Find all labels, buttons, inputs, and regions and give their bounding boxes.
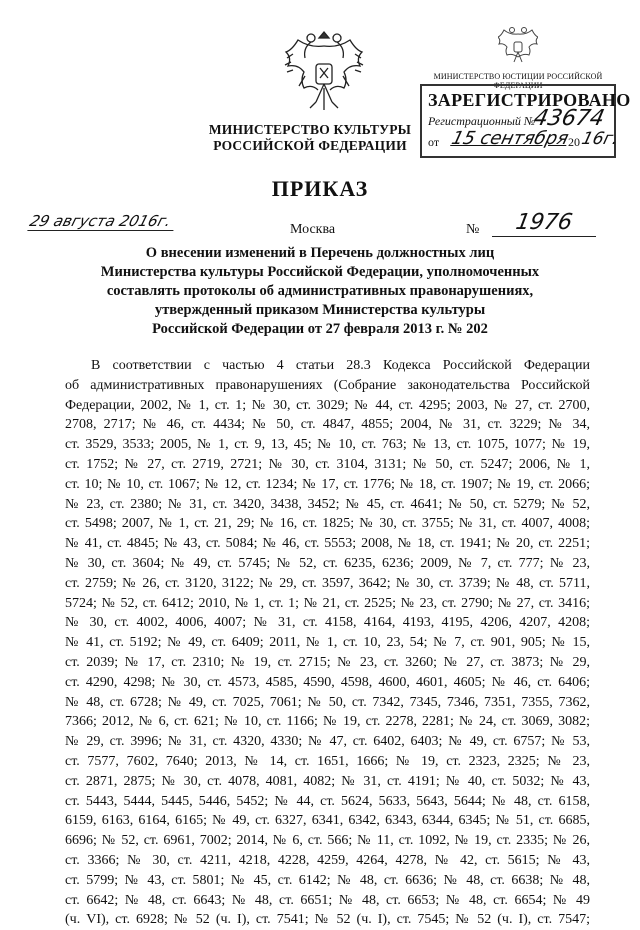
- body-line: ст. 2871, 2875; № 30, ст. 4078, 4081, 4082; № 31, ст. 4191; № 40, ст. 5032; № 43,: [65, 773, 590, 789]
- body-line: 5724; № 52, ст. 6412; 2010, № 1, ст. 1; № 21, ст. 2525; № 23, ст. 2790; № 27, ст. 3416;: [65, 595, 590, 611]
- body-line: ст. 3366; № 30, ст. 4211, 4218, 4228, 4259, 4264, 4278, № 42, ст. 5615; № 43,: [65, 852, 590, 868]
- heading-line: составлять протоколы об административных правонарушениях,: [106, 283, 534, 299]
- stamp-date-value: 15 сентября: [449, 128, 571, 149]
- body-line: В соответствии с частью 4 статьи 28.3 Кодекса Российской Федерации: [91, 358, 590, 373]
- stamp-date-label: от: [428, 135, 440, 149]
- stamp-box: [420, 84, 631, 158]
- stamp-registered-text: ЗАРЕГИСТРИРОВАНО: [428, 90, 631, 110]
- body-line: № 29, ст. 3996; № 31, ст. 4320, 4330; № 47, ст. 6402, 6403; № 49, ст. 6757; № 53,: [65, 734, 590, 750]
- body-line: ст. 2039; № 17, ст. 2310; № 19, ст. 2715; № 23, ст. 3260; № 27, ст. 3873; № 29,: [65, 654, 590, 670]
- stamp-year-suffix: 16г.: [579, 129, 621, 149]
- ministry-name: [200, 122, 420, 154]
- stamp-ministry-text: МИНИСТЕРСТВО ЮСТИЦИИ РОССИЙСКОЙ ФЕДЕРАЦИИ: [433, 72, 603, 90]
- body-line: 6159, 6163, 6164, 6165; № 49, ст. 6327, 6341, 6342, 6343, 6344, 6345; № 51, ст. 6685,: [65, 813, 590, 829]
- body-line: ст. 10; № 10, ст. 1067; № 12, ст. 1234; № 17, ст. 1776; № 18, ст. 1907; № 19, ст. 2066;: [65, 476, 590, 492]
- body-line: ст. 5799; № 43, ст. 5801; № 45, ст. 6142; № 48, ст. 6636; № 48, ст. 6638; № 48,: [65, 872, 590, 888]
- body-line: ст. 7577, 7602, 7640; 2013, № 14, ст. 1651, 1666; № 19, ст. 2323, 2325; № 23,: [65, 753, 590, 769]
- heading-line: утвержденный приказом Министерства культуры: [154, 302, 486, 318]
- body-line: (ч. VI), ст. 6928; № 52 (ч. I), ст. 7541; № 52 (ч. I), ст. 7545; № 52 (ч. I), ст. 7547;: [65, 912, 590, 928]
- body-line: 2708, 2717; № 46, ст. 4434; № 50, ст. 4847, 4855; 2004, № 31, ст. 3229; № 34,: [65, 417, 590, 433]
- stamp-emblem-icon: [498, 24, 538, 68]
- document-number: 1976: [513, 210, 575, 235]
- document-number-label: №: [466, 222, 480, 237]
- body-line: ст. 5498; 2007, № 1, ст. 21, 29; № 16, ст. 1825; № 30, ст. 3755; № 31, ст. 4007, 4008;: [65, 516, 590, 532]
- stamp-reg-number: 43674: [531, 106, 607, 131]
- body-line: ст. 3529, 3533; 2005, № 1, ст. 9, 13, 45; № 10, ст. 763; № 13, ст. 1075, 1077; № 19,: [65, 437, 590, 453]
- body-line: № 30, ст. 3604; № 49, ст. 5745; № 52, ст. 6235, 6236; 2009, № 7, ст. 777; № 23,: [65, 555, 590, 571]
- body-line: 6696; № 52, ст. 6961, 7002; 2014, № 6, ст. 566; № 11, ст. 1092, № 19, ст. 2335; № 26,: [65, 833, 590, 849]
- document-city: Москва: [290, 222, 336, 237]
- ministry-line-1: МИНИСТЕРСТВО КУЛЬТУРЫ: [208, 122, 412, 137]
- heading-line: Министерства культуры Российской Федерации, уполномоченных: [100, 264, 540, 280]
- body-line: № 48, ст. 6728; № 49, ст. 7025, 7061; № 50, ст. 7342, 7345, 7346, 7351, 7355, 7362,: [65, 694, 590, 710]
- document-number-underline: [492, 236, 596, 237]
- document-title: ПРИКАЗ: [271, 176, 369, 201]
- document-body: [65, 356, 590, 930]
- heading-line: Российской Федерации от 27 февраля 2013 г. № 202: [152, 321, 488, 337]
- body-line: № 41, ст. 4845; № 43, ст. 5084; № 46, ст. 5553; 2008, № 18, ст. 1941; № 20, ст. 2251;: [65, 536, 590, 552]
- body-line: № 41, ст. 5192; № 49, ст. 6409; 2011, № 1, ст. 10, 23, 54; № 7, ст. 901, 905; № 15,: [65, 635, 590, 651]
- stamp-reg-label: Регистрационный №: [428, 114, 536, 128]
- body-line: № 30, ст. 4002, 4006, 4007; № 31, ст. 4158, 4164, 4193, 4195, 4206, 4207, 4208;: [65, 615, 590, 631]
- body-line: ст. 5443, 5444, 5445, 5446, 5452; № 44, ст. 5624, 5633, 5643, 5644; № 48, ст. 6158,: [65, 793, 590, 809]
- body-line: № 23, ст. 2380; № 31, ст. 3420, 3438, 3452; № 45, ст. 4641; № 50, ст. 5279; № 52,: [65, 496, 590, 512]
- document-date: 29 августа 2016г.: [27, 212, 179, 231]
- ministry-line-2: РОССИЙСКОЙ ФЕДЕРАЦИИ: [213, 138, 407, 153]
- body-line: об административных правонарушениях (Собрание законодательства Российской: [65, 377, 590, 393]
- document-heading: [70, 244, 570, 339]
- russian-coat-of-arms-emblem: [283, 28, 365, 118]
- body-line: 7366; 2012, № 6, ст. 621; № 10, ст. 1166; № 19, ст. 2278, 2281; № 24, ст. 3069, 3082;: [65, 714, 590, 730]
- body-line: Федерации, 2002, № 1, ст. 1; № 30, ст. 3029; № 44, ст. 4295; 2003, № 27, ст. 2700,: [65, 397, 590, 413]
- stamp-year-prefix: 20: [568, 135, 580, 149]
- body-line: ст. 1752; № 27, ст. 2719, 2721; № 30, ст. 3104, 3131; № 50, ст. 5247; 2006, № 1,: [65, 456, 590, 472]
- body-line: ст. 6642; № 48, ст. 6643; № 48, ст. 6651; № 48, ст. 6653; № 48, ст. 6654; № 49: [65, 892, 590, 908]
- body-line: ст. 4290, 4298; № 30, ст. 4573, 4585, 4590, 4598, 4600, 4601, 4605; № 46, ст. 6406;: [65, 674, 590, 690]
- heading-line: О внесении изменений в Перечень должностных лиц: [145, 245, 495, 261]
- body-line: ст. 2759; № 26, ст. 3120, 3122; № 29, ст. 3597, 3642; № 30, ст. 3739; № 48, ст. 5711,: [65, 575, 590, 591]
- registration-stamp: [420, 24, 631, 156]
